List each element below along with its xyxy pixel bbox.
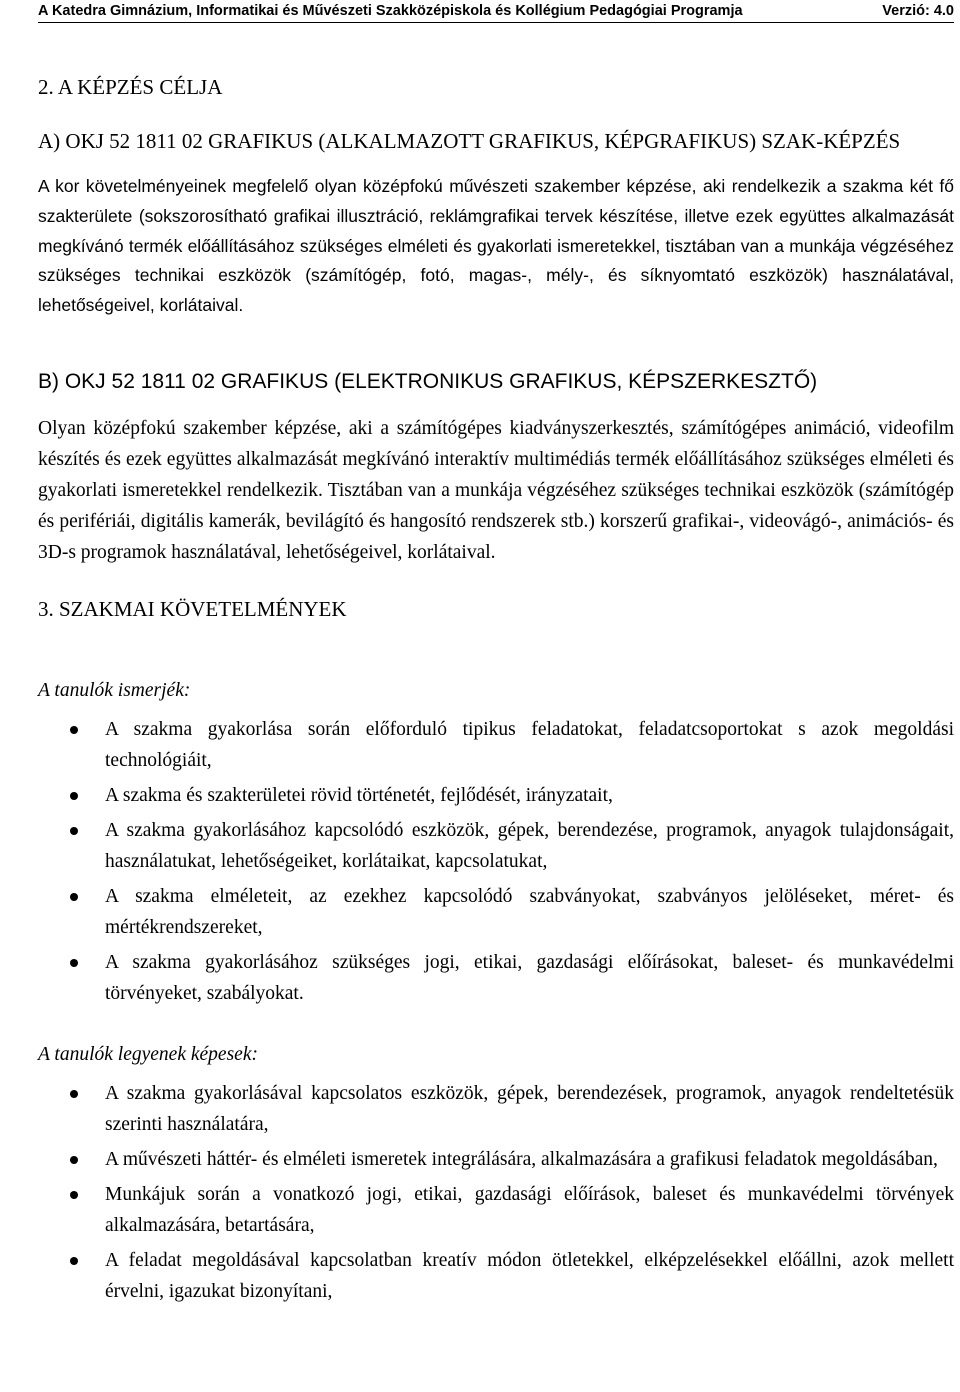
- page-header: [38, 0, 954, 23]
- bullet-icon: [70, 726, 78, 734]
- section-3-title: 3. SZAKMAI KÖVETELMÉNYEK: [38, 596, 347, 621]
- list-item: [38, 1179, 954, 1241]
- list-item-text: A szakma gyakorlásához szükséges jogi, etikai, gazdasági előírásokat, baleset- és munkavédelmi törvényeket, szabályokat.: [105, 951, 954, 1004]
- list-item-text: A művészeti háttér- és elméleti ismeretek integrálására, alkalmazására a grafikusi feladatok megoldásában,: [105, 1148, 938, 1170]
- list-item: [38, 1078, 954, 1140]
- list-item: [38, 815, 954, 877]
- list-item-text: Munkájuk során a vonatkozó jogi, etikai, gazdasági előírások, baleset és munkavédelmi törvények alkalmazására, betartására,: [105, 1183, 954, 1236]
- section-2b-title-text: B) OKJ 52 1811 02 GRAFIKUS (ELEKTRONIKUS GRAFIKUS, KÉPSZERKESZTŐ): [38, 369, 818, 393]
- list-item: [38, 714, 954, 776]
- bullet-icon: [70, 827, 78, 835]
- bullet-icon: [70, 1257, 78, 1265]
- list-item-text: A szakma elméleteit, az ezekhez kapcsolódó szabványokat, szabványos jelöléseket, méret- és mértékrendszereket,: [105, 885, 954, 938]
- bullet-icon: [70, 959, 78, 967]
- bullet-icon: [70, 1156, 78, 1164]
- bullet-icon: [70, 1191, 78, 1199]
- section-2-title: 2. A KÉPZÉS CÉLJA: [38, 75, 223, 99]
- list-item: [38, 947, 954, 1009]
- header-institution: A Katedra Gimnázium, Informatikai és Művészeti Szakközépiskola és Kollégium Pedagógiai Programja: [38, 3, 743, 19]
- section-2b-title: [38, 367, 954, 397]
- list-item: [38, 1245, 954, 1307]
- list-item-text: A szakma gyakorlásával kapcsolatos eszközök, gépek, berendezések, programok, anyagok rendeltetésük szerinti használatára,: [105, 1082, 954, 1135]
- section-2b-text: Olyan középfokú szakember képzése, aki a számítógépes kiadványszerkesztés, számítógépes animáció, videofilm készítés és ezek együttes alkalmazását megkívánó interaktív multimédiás termék előállításához szükséges elméleti és gyakorlati ismeretekkel rendelkezik. Tisztában van a munkája végzéséhez szükséges technikai eszközök (számítógép és perifériái, digitális kamerák, bevilágító és hangosító rendszerek stb.) korszerű grafikai-, videovágó-, animációs- és 3D-s programok használatával, lehetőségeivel, korlátaival.: [38, 417, 954, 563]
- list-item-text: A szakma gyakorlásához kapcsolódó eszközök, gépek, berendezése, programok, anyagok tulajdonságait, használatukat, lehetőségeiket, korlátaikat, kapcsolatukat,: [105, 819, 954, 872]
- list-item: [38, 780, 954, 811]
- able-title: A tanulók legyenek képesek:: [38, 1043, 258, 1065]
- bullet-icon: [70, 1090, 78, 1098]
- list-item-text: A szakma gyakorlása során előforduló tipikus feladatokat, feladatcsoportokat s azok megoldási technológiáit,: [105, 718, 954, 771]
- list-item-text: A szakma és szakterületei rövid történetét, fejlődését, irányzatait,: [105, 784, 613, 806]
- know-title: A tanulók ismerjék:: [38, 679, 191, 701]
- able-list: [38, 1078, 954, 1307]
- section-2a-title: A) OKJ 52 1811 02 GRAFIKUS (ALKALMAZOTT GRAFIKUS, KÉPGRAFIKUS) SZAK-KÉPZÉS: [38, 129, 901, 153]
- bullet-icon: [70, 893, 78, 901]
- list-item: [38, 881, 954, 943]
- know-list: [38, 714, 954, 1009]
- bullet-icon: [70, 792, 78, 800]
- header-version: Verzió: 4.0: [882, 3, 954, 19]
- list-item: [38, 1144, 954, 1175]
- section-2a-text: A kor követelményeinek megfelelő olyan középfokú művészeti szakember képzése, aki rendelkezik a szakma két fő szakterülete (sokszorosítható grafikai illusztráció, reklámgrafikai tervek készítése, illetve ezek együttes alkalmazását megkívánó termék előállításához szükséges elméleti és gyakorlati ismeretekkel, tisztában van a munkája végzéséhez szükséges technikai eszközök (számítógép, fotó, magas-, mély-, és síknyomtató eszközök) használatával, lehetőségeivel, korlátaival.: [38, 176, 954, 316]
- document-body: [38, 72, 954, 1337]
- list-item-text: A feladat megoldásával kapcsolatban kreatív módon ötletekkel, elképzelésekkel előállni, azok mellett érvelni, igazukat bizonyítani,: [105, 1249, 954, 1302]
